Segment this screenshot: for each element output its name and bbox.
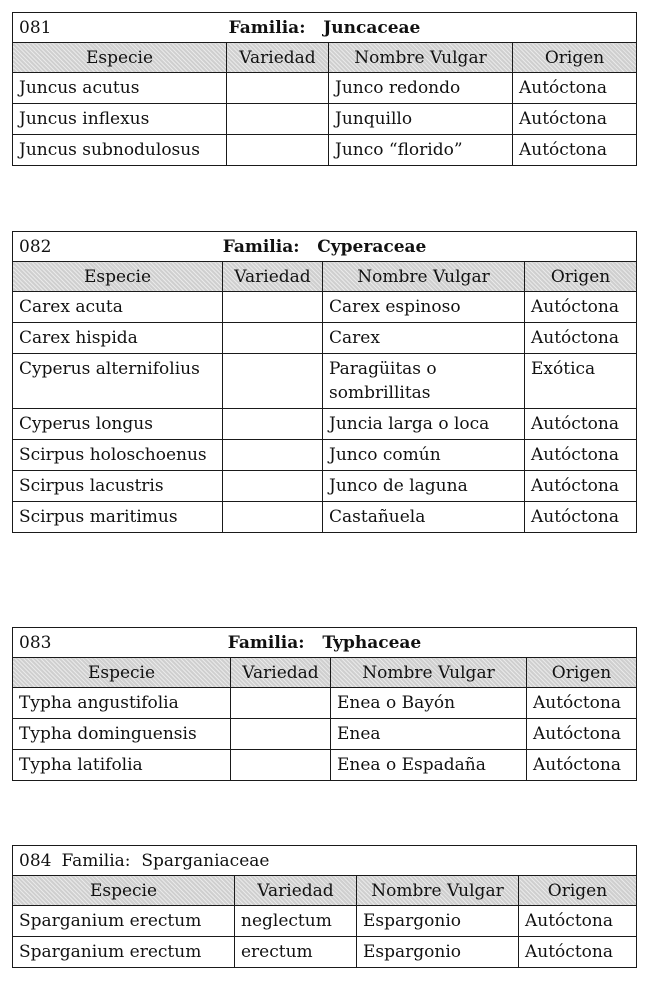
- cell-especie: Cyperus alternifolius: [13, 354, 223, 409]
- family-title: [19, 16, 630, 40]
- cell-especie: Sparganium erectum: [13, 906, 235, 937]
- cell-nombre-vulgar: Enea: [331, 719, 527, 750]
- cell-nombre-vulgar: Enea o Espadaña: [331, 750, 527, 781]
- cell-origen: Autóctona: [525, 409, 637, 440]
- table-row: [13, 135, 637, 166]
- cell-variedad: [227, 73, 329, 104]
- header-especie: Especie: [13, 43, 227, 73]
- table-row: [13, 409, 637, 440]
- cell-origen: Autóctona: [525, 440, 637, 471]
- cell-variedad: [223, 354, 323, 409]
- header-nombre-vulgar: Nombre Vulgar: [323, 262, 525, 292]
- table-row: [13, 354, 637, 409]
- cell-nombre-vulgar: Espargonio: [357, 937, 519, 968]
- cell-especie: Juncus inflexus: [13, 104, 227, 135]
- cell-variedad: neglectum: [235, 906, 357, 937]
- table-row: [13, 502, 637, 533]
- cell-nombre-vulgar: Carex: [323, 323, 525, 354]
- header-variedad: Variedad: [235, 876, 357, 906]
- cell-especie: Juncus subnodulosus: [13, 135, 227, 166]
- cell-variedad: erectum: [235, 937, 357, 968]
- family-title: [19, 235, 630, 259]
- table-title: [13, 628, 637, 658]
- header-variedad: Variedad: [223, 262, 323, 292]
- table-title-row: [13, 13, 637, 43]
- family-name: Typhaceae: [322, 632, 422, 653]
- cell-variedad: [231, 719, 331, 750]
- cell-variedad: [227, 104, 329, 135]
- cell-nombre-vulgar: Junco “florido”: [329, 135, 513, 166]
- table-row: [13, 104, 637, 135]
- cell-variedad: [231, 750, 331, 781]
- cell-especie: Scirpus holoschoenus: [13, 440, 223, 471]
- cell-origen: Exótica: [525, 354, 637, 409]
- cell-origen: Autóctona: [513, 135, 637, 166]
- cell-especie: Juncus acutus: [13, 73, 227, 104]
- table-title: [13, 232, 637, 262]
- cell-origen: Autóctona: [527, 688, 637, 719]
- cell-nombre-vulgar: Carex espinoso: [323, 292, 525, 323]
- cell-especie: Sparganium erectum: [13, 937, 235, 968]
- cell-nombre-vulgar: Junco redondo: [329, 73, 513, 104]
- family-label: Familia:: [228, 17, 306, 38]
- cell-origen: Autóctona: [525, 323, 637, 354]
- cell-especie: Typha latifolia: [13, 750, 231, 781]
- header-row: [13, 262, 637, 292]
- family-table-juncaceae: [12, 12, 637, 166]
- header-row: [13, 658, 637, 688]
- header-origen: Origen: [527, 658, 637, 688]
- family-number: 083: [19, 632, 52, 653]
- table-row: [13, 688, 637, 719]
- cell-variedad: [231, 688, 331, 719]
- cell-variedad: [223, 471, 323, 502]
- header-especie: Especie: [13, 876, 235, 906]
- table-title: [13, 13, 637, 43]
- family-table-typhaceae: [12, 627, 637, 781]
- cell-origen: Autóctona: [519, 906, 637, 937]
- cell-variedad: [223, 440, 323, 471]
- family-name: Cyperaceae: [317, 236, 427, 257]
- cell-origen: Autóctona: [513, 73, 637, 104]
- cell-nombre-vulgar: Castañuela: [323, 502, 525, 533]
- header-row: [13, 43, 637, 73]
- table-row: [13, 292, 637, 323]
- cell-nombre-vulgar: Junco de laguna: [323, 471, 525, 502]
- cell-especie: Carex hispida: [13, 323, 223, 354]
- family-table-cyperaceae: [12, 231, 637, 533]
- table-title-row: [13, 846, 637, 876]
- family-name: Sparganiaceae: [141, 850, 270, 871]
- table-row: [13, 471, 637, 502]
- cell-origen: Autóctona: [527, 719, 637, 750]
- table-row: [13, 323, 637, 354]
- header-nombre-vulgar: Nombre Vulgar: [331, 658, 527, 688]
- cell-especie: Typha angustifolia: [13, 688, 231, 719]
- cell-nombre-vulgar: Junco común: [323, 440, 525, 471]
- header-especie: Especie: [13, 262, 223, 292]
- table-row: [13, 440, 637, 471]
- cell-origen: Autóctona: [519, 937, 637, 968]
- header-row: [13, 876, 637, 906]
- family-number: 081: [19, 17, 52, 38]
- family-title: [19, 849, 630, 873]
- cell-especie: Typha dominguensis: [13, 719, 231, 750]
- cell-origen: Autóctona: [525, 292, 637, 323]
- cell-origen: Autóctona: [527, 750, 637, 781]
- family-label: Familia:: [227, 632, 305, 653]
- cell-especie: Scirpus lacustris: [13, 471, 223, 502]
- family-label: Familia:: [61, 850, 131, 871]
- family-number: 084: [19, 850, 52, 871]
- header-origen: Origen: [525, 262, 637, 292]
- table-row: [13, 750, 637, 781]
- cell-nombre-vulgar: Juncia larga o loca: [323, 409, 525, 440]
- header-nombre-vulgar: Nombre Vulgar: [329, 43, 513, 73]
- cell-origen: Autóctona: [525, 471, 637, 502]
- table-row: [13, 906, 637, 937]
- table-row: [13, 73, 637, 104]
- cell-especie: Cyperus longus: [13, 409, 223, 440]
- family-table-sparganiaceae: [12, 845, 637, 968]
- family-title: [19, 631, 630, 655]
- cell-nombre-vulgar: Paragüitas o sombrillitas: [323, 354, 525, 409]
- header-variedad: Variedad: [227, 43, 329, 73]
- family-number: 082: [19, 236, 52, 257]
- header-origen: Origen: [513, 43, 637, 73]
- table-row: [13, 937, 637, 968]
- cell-origen: Autóctona: [525, 502, 637, 533]
- cell-nombre-vulgar: Espargonio: [357, 906, 519, 937]
- table-title-row: [13, 232, 637, 262]
- cell-origen: Autóctona: [513, 104, 637, 135]
- header-variedad: Variedad: [231, 658, 331, 688]
- cell-especie: Carex acuta: [13, 292, 223, 323]
- cell-nombre-vulgar: Enea o Bayón: [331, 688, 527, 719]
- cell-variedad: [223, 292, 323, 323]
- cell-variedad: [223, 502, 323, 533]
- header-origen: Origen: [519, 876, 637, 906]
- family-label: Familia:: [222, 236, 300, 257]
- header-especie: Especie: [13, 658, 231, 688]
- cell-variedad: [223, 409, 323, 440]
- table-title-row: [13, 628, 637, 658]
- cell-nombre-vulgar: Junquillo: [329, 104, 513, 135]
- cell-variedad: [227, 135, 329, 166]
- table-title: [13, 846, 637, 876]
- cell-variedad: [223, 323, 323, 354]
- cell-especie: Scirpus maritimus: [13, 502, 223, 533]
- table-row: [13, 719, 637, 750]
- header-nombre-vulgar: Nombre Vulgar: [357, 876, 519, 906]
- family-name: Juncaceae: [323, 17, 421, 38]
